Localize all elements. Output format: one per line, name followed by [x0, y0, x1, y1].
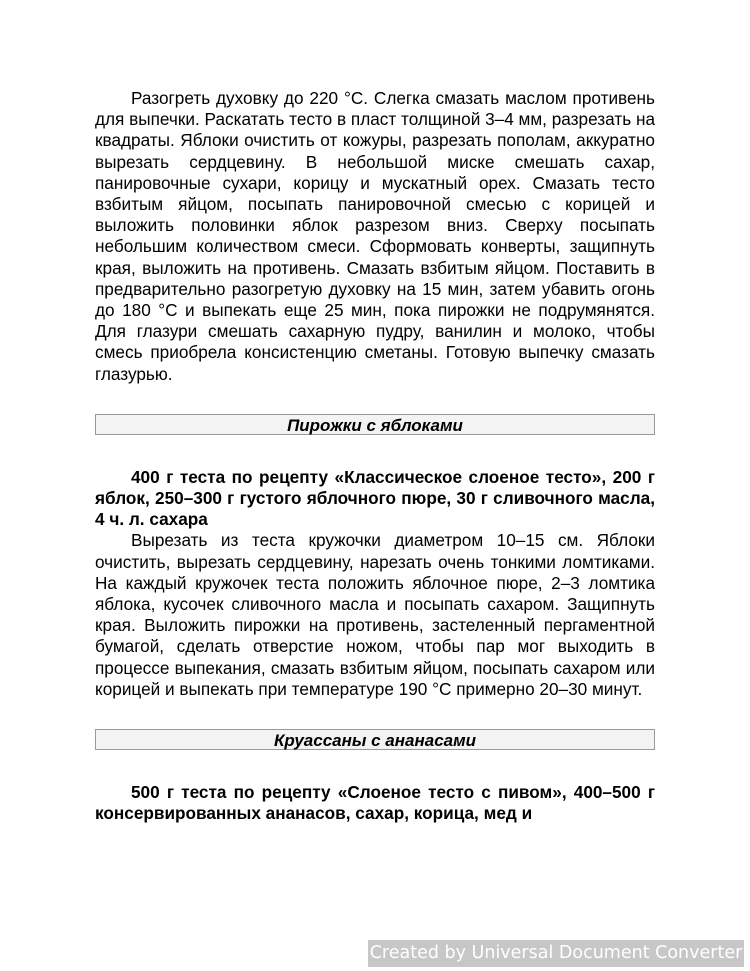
ingredients-pineapple-croissants: 500 г теста по рецепту «Слоеное тесто с пивом», 400–500 г консервированных ананасов, сахар, корица, мед и: [95, 782, 655, 824]
spacer: [95, 750, 655, 782]
spacer: [95, 435, 655, 467]
ingredients-apple-pies: 400 г теста по рецепту «Классическое слоеное тесто», 200 г яблок, 250–300 г густого яблочного пюре, 30 г сливочного масла, 4 ч. л. сахара: [95, 466, 655, 530]
intro-paragraph: Разогреть духовку до 220 °С. Слегка смазать маслом противень для выпечки. Раскатать тесто в пласт толщиной 3–4 мм, разрезать на квадраты. Яблоки очистить от кожуры, разрезать пополам, аккуратно вырезать сердцевину. В небольшой миске смешать сахар, панировочные сухари, корицу и мускатный орех. Смазать тесто взбитым яйцом, посыпать панировочной смесью с корицей и выложить половинки яблок разрезом вниз. Сверху посыпать небольшим количеством смеси. Сформовать конверты, защипнуть края, выложить на противень. Смазать взбитым яйцом. Поставить в предварительно разогретую духовку на 15 мин, затем убавить огонь до 180 °С и выпекать еще 25 мин, пока пирожки не подрумянятся. Для глазури смешать сахарную пудру, ванилин и молоко, чтобы смесь приобрела консистенцию сметаны. Готовую выпечку смазать глазурью.: [95, 88, 655, 384]
instructions-apple-pies: Вырезать из теста кружочки диаметром 10–15 см. Яблоки очистить, вырезать сердцевину, нарезать очень тонкими ломтиками. На каждый кружочек теста положить яблочное пюре, 2–3 ломтика яблока, кусочек сливочного масла и посыпать сахаром. Защипнуть края. Выложить пирожки на противень, застеленный пергаментной бумагой, сделать отверстие ножом, чтобы пар мог выходить в процессе выпекания, смазать взбитым яйцом, посыпать сахаром или корицей и выпекать при температуре 190 °С примерно 20–30 минут.: [95, 530, 655, 699]
document-page: [95, 88, 655, 824]
converter-watermark: Created by Universal Document Converter: [368, 940, 744, 967]
spacer: [95, 700, 655, 729]
recipe-title-pineapple-croissants: Круассаны с ананасами: [95, 729, 655, 750]
recipe-title-apple-pies: Пирожки с яблоками: [95, 414, 655, 435]
spacer: [95, 385, 655, 414]
